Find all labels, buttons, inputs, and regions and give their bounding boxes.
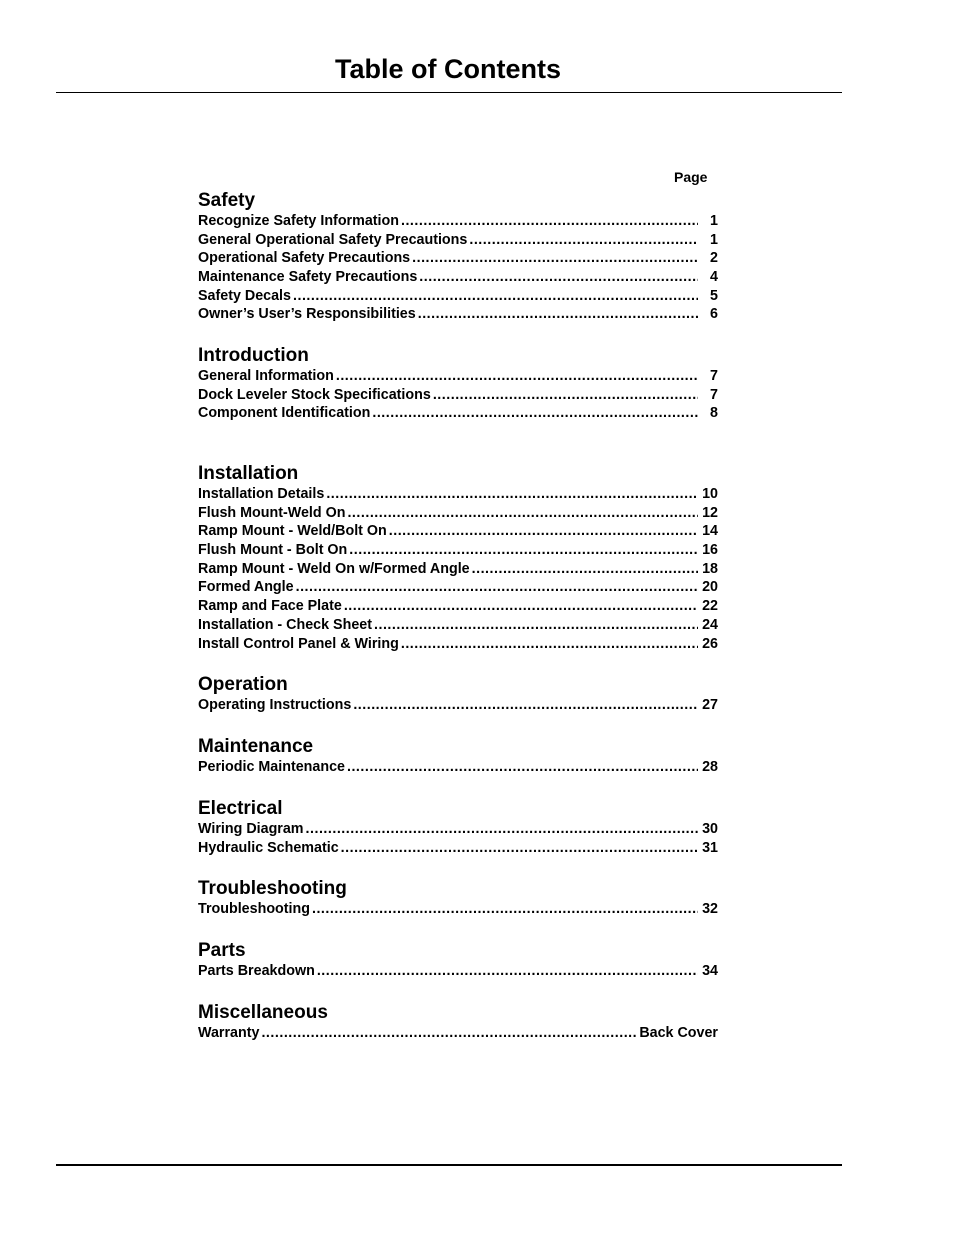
toc-entry[interactable]: [198, 597, 718, 616]
dot-leader: [296, 578, 698, 597]
entry-page-number: 7: [710, 386, 718, 403]
dot-leader: [389, 522, 698, 541]
dot-leader: [374, 616, 698, 635]
dot-leader: [326, 485, 698, 504]
entry-page-number: 6: [710, 306, 718, 323]
section-title: Parts: [198, 940, 246, 961]
entry-label: Wiring Diagram: [198, 821, 304, 837]
toc-section: [198, 674, 718, 715]
toc-entry[interactable]: [198, 696, 718, 715]
entry-label: Operational Safety Precautions: [198, 250, 411, 267]
toc-entry[interactable]: [198, 268, 718, 287]
entry-label: Parts Breakdown: [198, 963, 315, 979]
toc-entry[interactable]: [198, 404, 718, 423]
toc-section: [198, 878, 718, 919]
toc-entry[interactable]: [198, 541, 718, 560]
toc-entry[interactable]: [198, 504, 718, 523]
entry-label: Formed Angle: [198, 579, 294, 596]
entry-page-number: 5: [710, 287, 718, 304]
toc-section: [198, 940, 718, 981]
entry-page-number: 16: [702, 542, 718, 559]
dot-leader: [353, 696, 698, 715]
entry-label: Ramp Mount - Weld/Bolt On: [198, 523, 387, 540]
entry-page-number: 31: [702, 839, 718, 856]
bottom-divider: [56, 1164, 842, 1166]
entry-page-number: 26: [702, 635, 718, 652]
toc-entry[interactable]: [198, 367, 718, 386]
entry-page-number: 20: [702, 579, 718, 596]
toc-entry[interactable]: [198, 616, 718, 635]
entry-page-number: 2: [710, 250, 718, 267]
dot-leader: [418, 305, 698, 324]
dot-leader: [293, 287, 698, 306]
section-title: Introduction: [198, 345, 309, 366]
entry-page-number: 32: [702, 901, 718, 917]
toc-entry[interactable]: [198, 578, 718, 597]
toc-entry[interactable]: [198, 212, 718, 231]
entry-label: General Operational Safety Precautions: [198, 231, 468, 248]
dot-leader: [347, 758, 698, 777]
section-title: Maintenance: [198, 736, 314, 757]
dot-leader: [306, 820, 698, 839]
entry-page-number: 27: [702, 697, 718, 713]
entry-page-number: 14: [702, 523, 718, 540]
toc-section: [198, 1002, 718, 1043]
entry-page-number: 28: [702, 759, 718, 775]
entry-page-number: 1: [710, 213, 718, 229]
toc-entry[interactable]: [198, 1024, 718, 1043]
dot-leader: [349, 541, 698, 560]
entry-label: Ramp and Face Plate: [198, 598, 342, 615]
entry-page-number: 18: [702, 560, 718, 577]
toc-entry[interactable]: [198, 287, 718, 306]
toc-entry[interactable]: [198, 635, 718, 654]
entry-label: Flush Mount - Bolt On: [198, 542, 348, 559]
toc-entry[interactable]: [198, 485, 718, 504]
dot-leader: [401, 212, 698, 231]
toc-entry[interactable]: [198, 839, 718, 858]
entry-label: Installation - Check Sheet: [198, 616, 372, 633]
section-title: Troubleshooting: [198, 878, 347, 899]
entry-label: Warranty: [198, 1025, 260, 1041]
entry-label: Install Control Panel & Wiring: [198, 635, 399, 652]
dot-leader: [336, 367, 698, 386]
toc-entry[interactable]: [198, 962, 718, 981]
entry-page-number: 22: [702, 598, 718, 615]
dot-leader: [312, 900, 698, 919]
toc-entry[interactable]: [198, 386, 718, 405]
entry-label: Troubleshooting: [198, 901, 310, 917]
entry-page-number: 10: [702, 486, 718, 502]
entry-label: Owner’s User’s Responsibilities: [198, 306, 416, 323]
entry-label: Component Identification: [198, 405, 371, 422]
toc-entry[interactable]: [198, 305, 718, 324]
entry-page-number: 4: [710, 269, 718, 286]
dot-leader: [341, 839, 698, 858]
toc-section: [198, 190, 718, 324]
entry-page-number: 7: [710, 368, 718, 384]
dot-leader: [261, 1024, 637, 1043]
toc-section: [198, 345, 718, 423]
section-title: Operation: [198, 674, 288, 695]
entry-label: Ramp Mount - Weld On w/Formed Angle: [198, 560, 470, 577]
entry-label: Hydraulic Schematic: [198, 839, 339, 856]
entry-page-number: Back Cover: [639, 1025, 718, 1041]
section-title: Miscellaneous: [198, 1002, 328, 1023]
entry-page-number: 12: [702, 504, 718, 521]
entry-page-number: 24: [702, 616, 718, 633]
entry-label: Safety Decals: [198, 287, 291, 304]
entry-label: Flush Mount-Weld On: [198, 504, 346, 521]
section-title: Safety: [198, 190, 256, 211]
entry-page-number: 34: [702, 963, 718, 979]
dot-leader: [372, 404, 698, 423]
entry-page-number: 8: [710, 405, 718, 422]
toc-entry[interactable]: [198, 231, 718, 250]
toc-entry[interactable]: [198, 820, 718, 839]
page-column-label: Page: [674, 169, 708, 185]
toc-section: [198, 798, 718, 857]
dot-leader: [317, 962, 698, 981]
entry-label: Periodic Maintenance: [198, 759, 345, 775]
entry-label: Recognize Safety Information: [198, 213, 399, 229]
dot-leader: [347, 504, 698, 523]
section-title: Installation: [198, 463, 299, 484]
entry-page-number: 1: [710, 231, 718, 248]
dot-leader: [472, 560, 698, 579]
entry-label: Installation Details: [198, 486, 325, 502]
entry-page-number: 30: [702, 821, 718, 837]
toc-section: [198, 463, 718, 653]
toc-entry[interactable]: [198, 249, 718, 268]
toc-entry[interactable]: [198, 900, 718, 919]
entry-label: Operating Instructions: [198, 697, 352, 713]
toc-entry[interactable]: [198, 560, 718, 579]
toc-entry[interactable]: [198, 522, 718, 541]
entry-label: Maintenance Safety Precautions: [198, 269, 418, 286]
section-title: Electrical: [198, 798, 283, 819]
dot-leader: [344, 597, 698, 616]
toc-entry[interactable]: [198, 758, 718, 777]
dot-leader: [401, 635, 698, 654]
page-title: Table of Contents: [335, 54, 561, 84]
dot-leader: [433, 386, 698, 405]
dot-leader: [412, 249, 698, 268]
top-divider: [56, 92, 842, 93]
dot-leader: [469, 231, 698, 250]
entry-label: General Information: [198, 368, 334, 384]
dot-leader: [419, 268, 698, 287]
entry-label: Dock Leveler Stock Specifications: [198, 386, 431, 403]
toc-section: [198, 736, 718, 777]
